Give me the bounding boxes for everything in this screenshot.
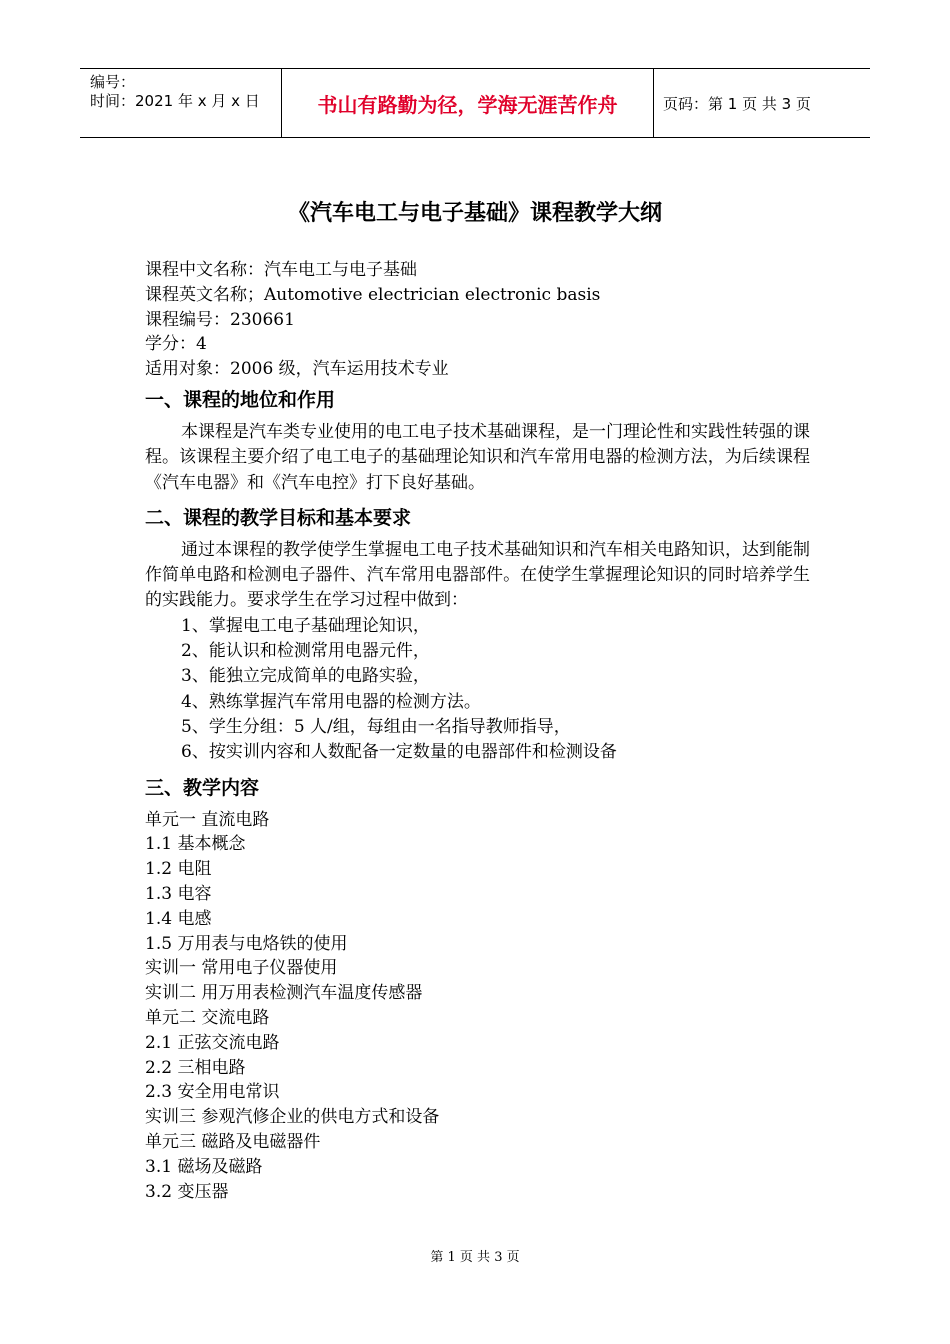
section-heading: 二、课程的教学目标和基本要求 <box>145 506 412 529</box>
content-item: 单元一 直流电路 <box>145 809 270 830</box>
list-item: 5、学生分组：5 人/组，每组由一名指导教师指导， <box>181 716 571 737</box>
content-item: 单元三 磁路及电磁器件 <box>145 1131 321 1152</box>
header-motto: 书山有路勤为径，学海无涯苦作舟 <box>281 69 654 137</box>
content-item: 1.3 电容 <box>145 883 212 904</box>
content-item: 2.2 三相电路 <box>145 1057 246 1078</box>
course-info-line: 学分：4 <box>145 334 207 355</box>
list-item: 2、能认识和检测常用电器元件， <box>181 641 430 662</box>
list-item: 4、熟练掌握汽车常用电器的检测方法。 <box>181 691 481 712</box>
content-item: 实训三 参观汽修企业的供电方式和设备 <box>145 1107 440 1128</box>
header-page-label: 页码：第 1 页 共 3 页 <box>663 94 811 113</box>
document-body <box>145 258 810 1204</box>
list-item: 3、能独立完成简单的电路实验， <box>181 666 430 687</box>
content-item: 实训二 用万用表检测汽车温度传感器 <box>145 983 423 1004</box>
course-info-line: 课程编号：230661 <box>145 309 295 330</box>
content-item: 3.1 磁场及磁路 <box>145 1156 263 1177</box>
section-heading: 一、课程的地位和作用 <box>145 388 336 411</box>
page-header <box>80 68 870 138</box>
header-meta <box>80 69 281 137</box>
content-item: 实训一 常用电子仪器使用 <box>145 958 338 979</box>
content-item: 1.5 万用表与电烙铁的使用 <box>145 933 348 954</box>
document-title: 《汽车电工与电子基础》课程教学大纲 <box>287 201 662 226</box>
course-info-line: 适用对象：2006 级，汽车运用技术专业 <box>145 359 449 380</box>
content-item: 1.1 基本概念 <box>145 834 246 855</box>
content-item: 单元二 交流电路 <box>145 1007 270 1028</box>
section-paragraph: 本课程是汽车类专业使用的电工电子技术基础课程，是一门理论性和实践性转强的课程。该课程主要介绍了电工电子的基础理论知识和汽车常用电器的检测方法，为后续课程《汽车电器》和《汽车电控》打下良好基础。 <box>145 421 810 493</box>
list-item: 1、掌握电工电子基础理论知识， <box>181 615 430 636</box>
content-item: 2.1 正弦交流电路 <box>145 1032 280 1053</box>
content-item: 1.2 电阻 <box>145 859 212 880</box>
header-date-label: 时间：2021 年 x 月 x 日 <box>90 92 260 110</box>
list-item: 6、按实训内容和人数配备一定数量的电器部件和检测设备 <box>181 742 617 763</box>
content-item: 1.4 电感 <box>145 908 212 929</box>
section-heading: 三、教学内容 <box>145 776 260 799</box>
course-info-line: 课程中文名称：汽车电工与电子基础 <box>145 260 417 280</box>
header-number-label: 编号： <box>90 73 136 91</box>
section-paragraph: 通过本课程的教学使学生掌握电工电子技术基础知识和汽车相关电路知识，达到能制作简单电路和检测电子器件、汽车常用电器部件。在使学生掌握理论知识的同时培养学生的实践能力。要求学生在学习过程中做到： <box>145 539 810 611</box>
page-footer: 第 1 页 共 3 页 <box>430 1250 520 1265</box>
course-info-line: 课程英文名称；Automotive electrician electronic basis <box>145 284 601 305</box>
content-item: 2.3 安全用电常识 <box>145 1082 280 1103</box>
content-item: 3.2 变压器 <box>145 1181 229 1202</box>
